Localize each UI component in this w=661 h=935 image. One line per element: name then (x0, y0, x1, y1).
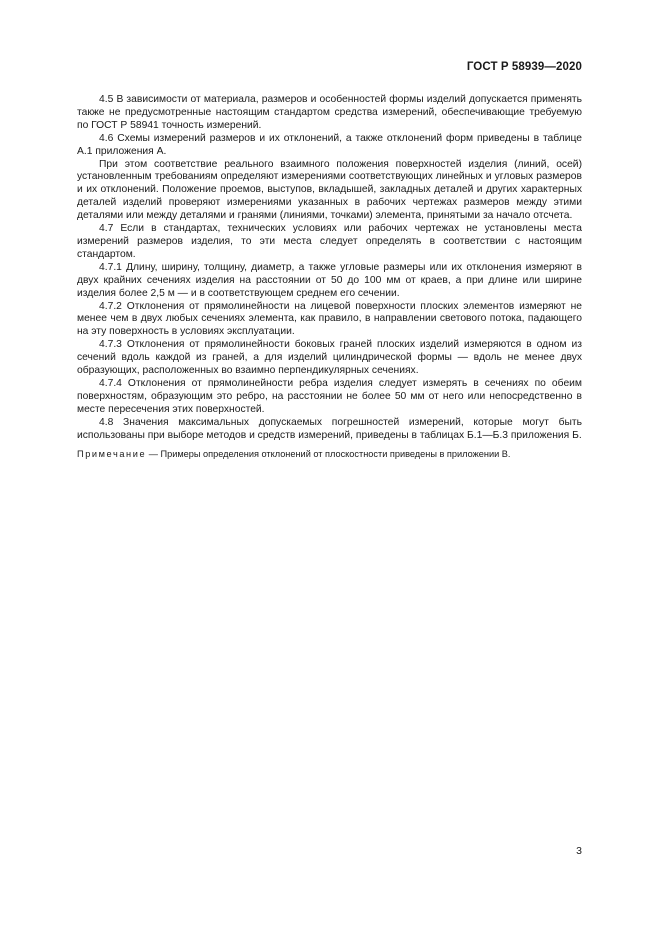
paragraph-4-6-continuation: При этом соответствие реального взаимного положения поверхностей изделия (линий, осей) установленным требованиям определяют измерениями соответствующих линейных и угловых размеров и их отклонений. Положение проемов, выступов, вкладышей, закладных деталей и других характерных деталей изделий проверяют измерениями указанных в рабочих чертежах размеров между этими деталями или между деталями и гранями (линиями, точками) элемента, принятыми за начало отсчета. (77, 158, 582, 222)
paragraph-4-7-1: 4.7.1 Длину, ширину, толщину, диаметр, а также угловые размеры или их отклонения измеряют в двух крайних сечениях изделия на расстоянии от 50 до 100 мм от краев, а при длине или ширине изделия более 2,5 м — и в соответствующем среднем его сечении. (77, 261, 582, 299)
paragraph-4-8: 4.8 Значения максимальных допускаемых погрешностей измерений, которые могут быть использованы при выборе методов и средств измерений, приведены в таблицах Б.1—Б.3 приложения Б. (77, 416, 582, 441)
document-body (77, 94, 582, 460)
note-text: — Примеры определения отклонений от плоскостности приведены в приложении В. (146, 449, 511, 460)
paragraph-4-7-3: 4.7.3 Отклонения от прямолинейности боковых граней плоских изделий измеряются в одном из сечений вдоль каждой из граней, а для изделий цилиндрической формы — вдоль не менее двух образующих, расположенных во взаимно перпендикулярных сечениях. (77, 339, 582, 377)
paragraph-4-7: 4.7 Если в стандартах, технических условиях или рабочих чертежах не установлены места измерений размеров изделия, то эти места следует определять в соответствии с настоящим стандартом. (77, 223, 582, 260)
note-label: Примечание (77, 449, 147, 460)
page-number: 3 (576, 845, 582, 857)
paragraph-4-7-4: 4.7.4 Отклонения от прямолинейности ребра изделия следует измерять в сечениях по обеим поверхностям, образующим это ребро, на расстоянии не более 50 мм от него или непосредственно в месте пересечения этих поверхностей. (77, 377, 582, 415)
paragraph-4-6: 4.6 Схемы измерений размеров и их отклонений, а также отклонений форм приведены в таблице А.1 приложения А. (77, 132, 582, 157)
note (77, 448, 582, 460)
paragraph-4-5: 4.5 В зависимости от материала, размеров и особенностей формы изделий допускается применять также не предусмотренные настоящим стандартом средства измерений, обеспечивающие требуемую по ГОСТ Р 58941 точность измерений. (77, 94, 582, 131)
paragraph-4-7-2: 4.7.2 Отклонения от прямолинейности на лицевой поверхности плоских элементов измеряют не менее чем в двух любых сечениях элемента, как правило, в направлении светового потока, падающего на эту поверхность в условиях эксплуатации. (77, 300, 582, 338)
document-code: ГОСТ Р 58939—2020 (466, 61, 582, 73)
